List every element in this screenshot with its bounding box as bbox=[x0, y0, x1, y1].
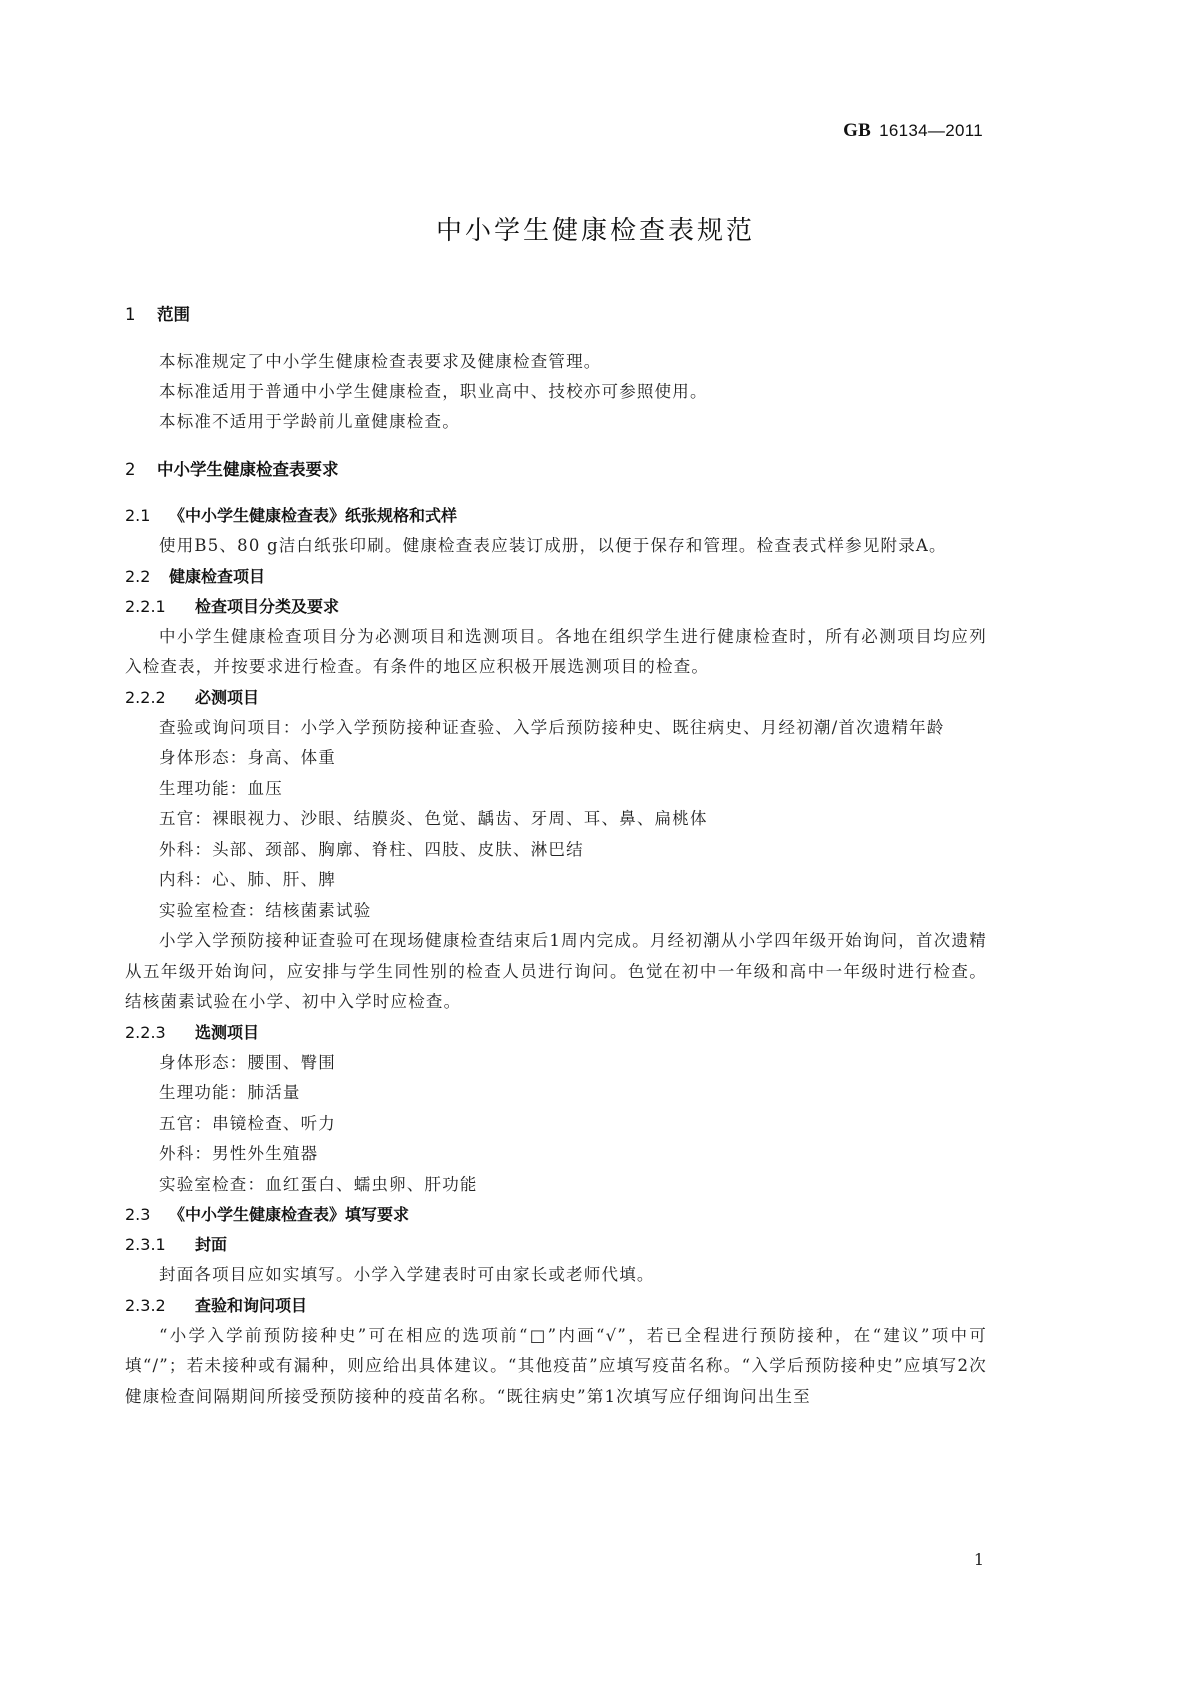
section-number: 2 bbox=[125, 460, 136, 479]
standard-code bbox=[843, 120, 983, 142]
section-number: 1 bbox=[125, 305, 136, 324]
section-heading-2-3-1 bbox=[125, 1230, 987, 1260]
section-number: 2.2.3 bbox=[125, 1022, 166, 1042]
section-title: 《中小学生健康检查表》填写要求 bbox=[169, 1205, 410, 1224]
section-heading-2-1 bbox=[125, 501, 987, 531]
section-number: 2.3 bbox=[125, 1205, 151, 1224]
paragraph: 实验室检查：结核菌素试验 bbox=[159, 900, 372, 920]
section-heading-2-2-1 bbox=[125, 592, 987, 622]
paragraph: 本标准不适用于学龄前儿童健康检查。 bbox=[159, 412, 460, 431]
section-number: 2.2.1 bbox=[125, 596, 166, 616]
section-title: 必测项目 bbox=[195, 687, 260, 707]
section-title: 中小学生健康检查表要求 bbox=[157, 460, 339, 479]
paragraph: 使用B5、80 g洁白纸张印刷。健康检查表应装订成册，以便于保存和管理。检查表式样参见附录A。 bbox=[159, 536, 947, 555]
paragraph: 身体形态：腰围、臀围 bbox=[159, 1052, 336, 1072]
section-heading-2 bbox=[125, 455, 987, 485]
section-title: 《中小学生健康检查表》纸张规格和式样 bbox=[169, 506, 458, 525]
section-number: 2.3.2 bbox=[125, 1295, 166, 1315]
section-heading-2-3 bbox=[125, 1200, 987, 1230]
standard-number: 16134—2011 bbox=[879, 121, 983, 140]
paragraph: 查验或询问项目：小学入学预防接种证查验、入学后预防接种史、既往病史、月经初潮/首次遗精年龄 bbox=[159, 717, 945, 737]
paragraph: 小学入学预防接种证查验可在现场健康检查结束后1周内完成。月经初潮从小学四年级开始询问，首次遗精从五年级开始询问，应安排与学生同性别的检查人员进行询问。色觉在初中一年级和高中一年级时进行检查。结核菌素试验在小学、初中入学时应检查。 bbox=[125, 931, 987, 1011]
section-title: 检查项目分类及要求 bbox=[195, 596, 340, 616]
paragraph: 外科：头部、颈部、胸廓、脊柱、四肢、皮肤、淋巴结 bbox=[159, 839, 584, 859]
paragraph: 身体形态：身高、体重 bbox=[159, 748, 336, 767]
section-title: 范围 bbox=[157, 305, 190, 324]
paragraph: 中小学生健康检查项目分为必测项目和选测项目。各地在组织学生进行健康检查时，所有必测项目均应列入检查表，并按要求进行检查。有条件的地区应积极开展选测项目的检查。 bbox=[125, 626, 987, 676]
paragraph: 本标准适用于普通中小学生健康检查，职业高中、技校亦可参照使用。 bbox=[159, 382, 708, 401]
paragraph: “小学入学前预防接种史”可在相应的选项前“□”内画“√”，若已全程进行预防接种，在“建议”项中可填“/”；若未接种或有漏种，则应给出具体建议。“其他疫苗”应填写疫苗名称。“入学后预防接种史”应填写2次健康检查间隔期间所接受预防接种的疫苗名称。“既往病史”第1次填写应仔细询问出生至 bbox=[125, 1325, 987, 1406]
paragraph: 内科：心、肺、肝、脾 bbox=[159, 870, 336, 889]
section-number: 2.2.2 bbox=[125, 687, 166, 707]
section-number: 2.2 bbox=[125, 566, 151, 586]
section-title: 封面 bbox=[195, 1235, 228, 1254]
paragraph: 五官：串镜检查、听力 bbox=[159, 1113, 336, 1133]
standard-prefix: GB bbox=[843, 120, 872, 141]
document-title: 中小学生健康检查表规范 bbox=[435, 216, 755, 246]
page-number: 1 bbox=[973, 1550, 984, 1569]
paragraph: 本标准规定了中小学生健康检查表要求及健康检查管理。 bbox=[159, 352, 602, 371]
section-heading-1 bbox=[125, 300, 987, 330]
section-heading-2-2 bbox=[125, 562, 987, 592]
section-title: 查验和询问项目 bbox=[195, 1295, 308, 1315]
paragraph: 外科：男性外生殖器 bbox=[159, 1144, 319, 1163]
paragraph: 封面各项目应如实填写。小学入学建表时可由家长或老师代填。 bbox=[159, 1265, 655, 1284]
section-number: 2.1 bbox=[125, 506, 151, 525]
paragraph: 生理功能：肺活量 bbox=[159, 1083, 301, 1102]
paragraph: 生理功能：血压 bbox=[159, 778, 283, 798]
section-heading-2-2-2 bbox=[125, 683, 987, 713]
section-heading-2-3-2 bbox=[125, 1291, 987, 1321]
section-title: 健康检查项目 bbox=[169, 566, 266, 586]
section-title: 选测项目 bbox=[195, 1022, 260, 1042]
section-number: 2.3.1 bbox=[125, 1235, 166, 1254]
paragraph: 五官：裸眼视力、沙眼、结膜炎、色觉、龋齿、牙周、耳、鼻、扁桃体 bbox=[159, 809, 708, 828]
document-body bbox=[125, 300, 987, 1412]
paragraph: 实验室检查：血红蛋白、蠕虫卵、肝功能 bbox=[159, 1174, 478, 1194]
section-heading-2-2-3 bbox=[125, 1018, 987, 1048]
